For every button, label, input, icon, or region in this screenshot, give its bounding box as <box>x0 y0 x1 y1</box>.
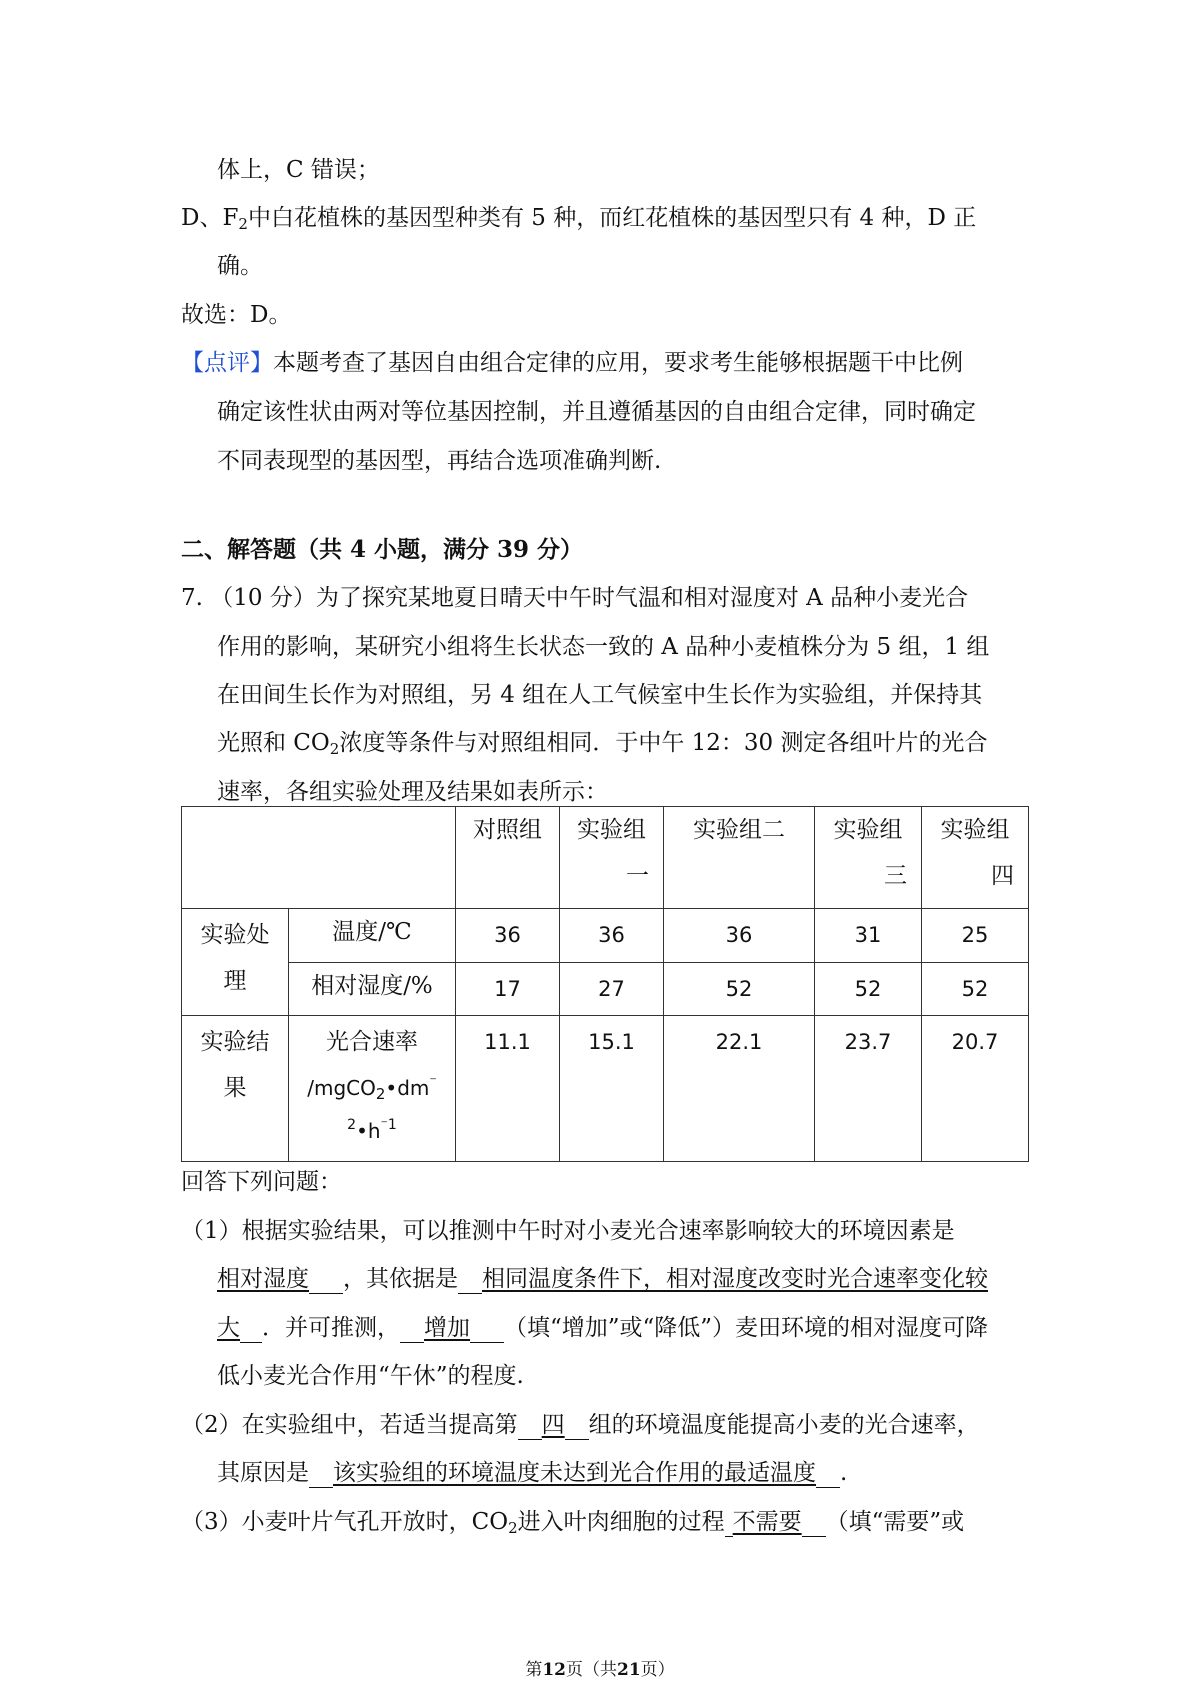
subquestion-line <box>217 1313 988 1343</box>
header-text: 实验组 <box>833 817 903 843</box>
header-text: 对照组 <box>473 817 542 843</box>
page-number: 12 <box>542 1660 566 1680</box>
subscript: 2 <box>375 1085 386 1103</box>
text: （3）小麦叶片气孔开放时，CO <box>181 1509 509 1535</box>
answer-underline <box>240 1316 262 1343</box>
subscript: 2 <box>238 215 248 233</box>
subquestion-line <box>181 1507 964 1537</box>
superscript: ⁻1 <box>380 1117 397 1133</box>
row-label-text <box>289 1065 455 1111</box>
answer-fill: 大 <box>217 1315 240 1341</box>
table-header-cell <box>456 807 560 909</box>
table-cell: 52 <box>815 963 922 1016</box>
text-line <box>181 1167 342 1197</box>
table-header-cell <box>664 807 815 909</box>
subquestion-line <box>217 1264 988 1294</box>
group-label-text: 果 <box>223 1075 247 1101</box>
table-cell: 52 <box>922 963 1029 1016</box>
comment-tag: 【点评】 <box>181 350 273 376</box>
table-cell: 36 <box>456 909 560 963</box>
group-label-text: 实验处 <box>200 922 270 948</box>
text: 体上，C 错误； <box>217 157 380 183</box>
page-footer <box>0 1655 1200 1680</box>
text: 在田间生长作为对照组，另 4 组在人工气候室中生长作为实验组，并保持其 <box>217 682 983 708</box>
header-text: 四 <box>991 863 1014 889</box>
subquestion-line <box>181 1410 980 1440</box>
superscript: 2 <box>347 1117 357 1133</box>
table-cell: 52 <box>664 963 815 1016</box>
text-line <box>217 446 661 476</box>
answer-underline <box>400 1316 424 1343</box>
text-line <box>217 251 263 281</box>
text: 进入叶肉细胞的过程 <box>517 1509 725 1535</box>
text: （填“需要”或 <box>825 1509 965 1535</box>
footer-text: 页（共 <box>566 1660 617 1680</box>
text: 本题考查了基因自由组合定律的应用，要求考生能够根据题干中比例 <box>273 350 963 376</box>
text: 浓度等条件与对照组相同．于中午 12：30 测定各组叶片的光合 <box>339 730 988 756</box>
answer-fill: 增加 <box>424 1315 470 1341</box>
footer-text: 第 <box>525 1660 543 1680</box>
table-cell: 22.1 <box>664 1016 815 1162</box>
subquestion-line <box>217 1361 524 1391</box>
text-line <box>217 155 380 185</box>
table-cell: 11.1 <box>456 1016 560 1162</box>
answer-underline <box>802 1510 826 1537</box>
unit-text: /mgCO <box>307 1076 376 1100</box>
unit-text: •dm <box>385 1076 430 1100</box>
table-group-label <box>182 909 289 1016</box>
table-cell: 31 <box>815 909 922 963</box>
question-line <box>217 728 987 758</box>
text: . <box>840 1460 848 1486</box>
table-header-cell <box>922 807 1029 909</box>
text: 光照和 CO <box>217 730 330 756</box>
option-d-line <box>181 203 976 233</box>
text: 7. （10 分）为了探究某地夏日晴天中午时气温和相对湿度对 A 品种小麦光合 <box>181 585 969 611</box>
text: 速率，各组实验处理及结果如表所示： <box>217 779 608 805</box>
table-row <box>182 1016 1029 1162</box>
row-label-text <box>289 1111 455 1151</box>
row-label-text: 光合速率 <box>326 1029 418 1055</box>
table-header-cell <box>815 807 922 909</box>
text: 组的环境温度能提高小麦的光合速率， <box>588 1412 980 1438</box>
table-cell: 20.7 <box>922 1016 1029 1162</box>
table-cell: 17 <box>456 963 560 1016</box>
answer-underline <box>458 1267 482 1294</box>
answer-choice-line <box>181 300 291 330</box>
answer-underline <box>725 1510 733 1537</box>
footer-text: 页） <box>640 1660 675 1680</box>
table-header-row <box>182 807 1029 909</box>
table-cell: 36 <box>664 909 815 963</box>
text: 中白花植株的基因型种类有 5 种，而红花植株的基因型只有 4 种，D 正 <box>247 205 977 231</box>
answer-underline <box>518 1413 542 1440</box>
header-text: 实验组 <box>940 817 1010 843</box>
question-line <box>217 680 982 710</box>
answer-underline <box>309 1461 333 1488</box>
question-line <box>217 632 989 662</box>
total-pages: 21 <box>617 1660 641 1680</box>
subscript: 2 <box>508 1519 518 1537</box>
answer-fill: 该实验组的环境温度未达到光合作用的最适温度 <box>333 1460 816 1486</box>
group-label-text: 实验结 <box>200 1029 270 1055</box>
section-heading <box>181 535 583 565</box>
table-group-label <box>182 1016 289 1162</box>
table-cell: 27 <box>560 963 664 1016</box>
text: （填“增加”或“降低”）麦田环境的相对湿度可降 <box>504 1315 989 1341</box>
text: 作用的影响，某研究小组将生长状态一致的 A 品种小麦植株分为 5 组，1 组 <box>217 634 990 660</box>
table-header-cell <box>560 807 664 909</box>
row-label: 温度/℃ <box>289 909 456 963</box>
text: 故选：D。 <box>181 302 292 328</box>
answer-fill: 不需要 <box>732 1509 802 1535</box>
subscript: 2 <box>329 740 340 758</box>
answer-fill: 四 <box>541 1412 565 1438</box>
table-cell: 15.1 <box>560 1016 664 1162</box>
text: （2）在实验组中，若适当提高第 <box>181 1412 518 1438</box>
text: 不同表现型的基因型，再结合选项准确判断. <box>217 448 662 474</box>
table-cell: 23.7 <box>815 1016 922 1162</box>
text: 确。 <box>217 253 263 279</box>
header-text: 实验组 <box>577 817 646 843</box>
text: 低小麦光合作用“午休”的程度. <box>217 1363 524 1389</box>
table-cell: 25 <box>922 909 1029 963</box>
answer-underline <box>816 1461 840 1488</box>
header-text: 一 <box>626 863 649 889</box>
row-label: 相对湿度/% <box>289 963 456 1016</box>
text: 确定该性状由两对等位基因控制，并且遵循基因的自由组合定律，同时确定 <box>217 399 976 425</box>
answer-underline <box>565 1413 589 1440</box>
unit-text: •h <box>356 1119 381 1143</box>
header-text: 三 <box>884 863 907 889</box>
text-line <box>217 397 976 427</box>
header-text: 实验组二 <box>693 817 785 843</box>
table-cell: 36 <box>560 909 664 963</box>
text: ．并可推测， <box>262 1315 400 1341</box>
answer-fill: 相对湿度 <box>217 1266 309 1292</box>
text: （1）根据实验结果，可以推测中午时对小麦光合速率影响较大的环境因素是 <box>181 1218 955 1244</box>
answer-underline <box>470 1316 504 1343</box>
table-corner-cell <box>182 807 456 909</box>
text: 回答下列问题： <box>181 1169 342 1195</box>
text: D、F <box>181 205 239 231</box>
text: 二、解答题（共 4 小题，满分 39 分） <box>181 536 584 563</box>
comment-line <box>181 348 963 378</box>
text: 其原因是 <box>217 1460 309 1486</box>
question-line <box>217 777 608 807</box>
results-table <box>181 806 1029 1162</box>
answer-fill: 相同温度条件下，相对湿度改变时光合速率变化较 <box>482 1266 988 1292</box>
row-label <box>289 1016 456 1162</box>
question-line <box>181 583 968 613</box>
group-label-text: 理 <box>223 968 247 994</box>
superscript: ⁻ <box>429 1074 437 1090</box>
subquestion-line <box>181 1216 955 1246</box>
answer-underline <box>309 1267 343 1294</box>
table-row <box>182 909 1029 963</box>
subquestion-line <box>217 1458 847 1488</box>
text: ，其依据是 <box>343 1266 458 1292</box>
table-row <box>182 963 1029 1016</box>
